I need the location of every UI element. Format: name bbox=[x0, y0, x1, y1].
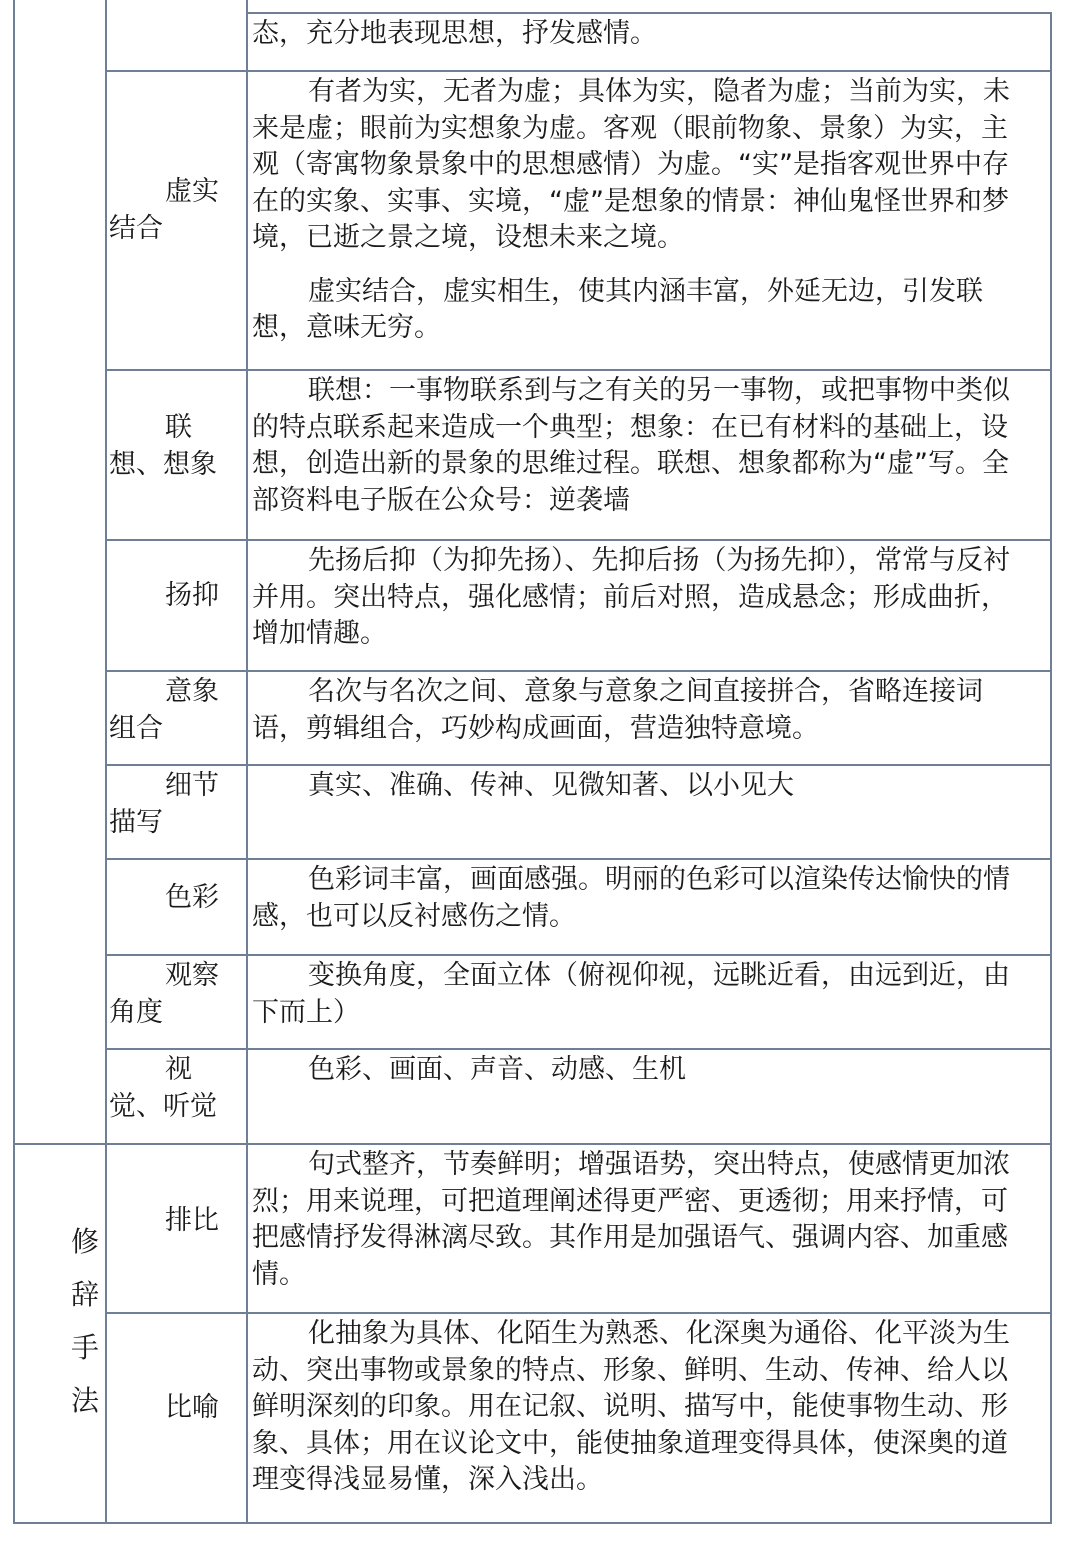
row-divider bbox=[105, 369, 1052, 371]
row-label bbox=[109, 1052, 244, 1125]
row-divider bbox=[105, 670, 1052, 672]
category-char: 手 bbox=[70, 1331, 99, 1364]
row-description bbox=[250, 1052, 1032, 1089]
category-label bbox=[60, 1215, 110, 1427]
category-char: 法 bbox=[70, 1384, 99, 1417]
row-divider bbox=[105, 70, 1052, 72]
row-description bbox=[250, 958, 1032, 1031]
technique-name: 虚实结合 bbox=[109, 176, 219, 244]
row-label bbox=[109, 880, 244, 917]
technique-name: 细节描写 bbox=[109, 770, 219, 838]
section-divider bbox=[13, 1143, 1052, 1145]
row-description bbox=[250, 768, 1032, 805]
description-paragraph: 先扬后抑（为抑先扬）、先抑后扬（为扬先抑），常常与反衬并用。突出特点，强化感情；前后对照，造成悬念；形成曲折，增加情趣。 bbox=[252, 545, 1010, 649]
description-paragraph: 有者为实，无者为虚；具体为实，隐者为虚；当前为实，未来是虚；眼前为实想象为虚。客观（眼前物象、景象）为实，主观（寄寓物象景象中的思想感情）为虚。“实”是指客观世界中存在的实象、实事、实境，“虚”是想象的情景：神仙鬼怪世界和梦境，已逝之景之境，设想未来之境。 bbox=[252, 76, 1010, 253]
row-description bbox=[250, 16, 1032, 53]
description-paragraph: 虚实结合，虚实相生，使其内涵丰富，外延无边，引发联想，意味无穷。 bbox=[252, 275, 983, 343]
row-label bbox=[109, 1203, 244, 1240]
technique-name: 比喻 bbox=[165, 1392, 219, 1423]
row-label bbox=[109, 1390, 244, 1427]
technique-name: 色彩 bbox=[165, 882, 219, 913]
description-paragraph: 真实、准确、传神、见微知著、以小见大 bbox=[308, 770, 794, 801]
category-char: 辞 bbox=[70, 1278, 99, 1311]
table-border-left bbox=[13, 0, 15, 1524]
row-divider bbox=[105, 1312, 1052, 1314]
description-paragraph: 色彩、画面、声音、动感、生机 bbox=[308, 1054, 686, 1085]
row-divider bbox=[105, 539, 1052, 541]
description-paragraph: 色彩词丰富，画面感强。明丽的色彩可以渲染传达愉快的情感，也可以反衬感伤之情。 bbox=[252, 864, 1010, 932]
row-description bbox=[250, 74, 1032, 347]
description-paragraph: 态，充分地表现思想，抒发感情。 bbox=[252, 18, 657, 49]
row-label bbox=[109, 768, 244, 841]
description-paragraph: 句式整齐，节奏鲜明；增强语势，突出特点，使感情更加浓烈；用来说理，可把道理阐述得更严密、更透彻；用来抒情，可把感情抒发得淋漓尽致。其作用是加强语气、强调内容、加重感情。 bbox=[252, 1149, 1010, 1290]
category-char: 修 bbox=[70, 1225, 99, 1258]
technique-name: 观察角度 bbox=[109, 960, 219, 1028]
technique-name: 意象组合 bbox=[109, 676, 219, 744]
description-paragraph: 化抽象为具体、化陌生为熟悉、化深奥为通俗、化平淡为生动、突出事物或景象的特点、形象、鲜明、生动、传神、给人以鲜明深刻的印象。用在记叙、说明、描写中，能使事物生动、形象、具体；用在议论文中，能使抽象道理变得具体，使深奥的道理变得浅显易懂，深入浅出。 bbox=[252, 1318, 1010, 1495]
technique-name: 排比 bbox=[165, 1205, 219, 1236]
row-description bbox=[250, 674, 1032, 747]
row-label bbox=[109, 674, 244, 747]
row-description bbox=[250, 1316, 1032, 1499]
row-description bbox=[250, 862, 1032, 935]
row-label bbox=[109, 410, 244, 483]
description-paragraph: 联想：一事物联系到与之有关的另一事物，或把事物中类似的特点联系起来造成一个典型；想象：在已有材料的基础上，设想，创造出新的景象的思维过程。联想、想象都称为“虚”写。全部资料电子版在公众号：逆袭墙 bbox=[252, 375, 1010, 516]
column-divider-2 bbox=[246, 0, 248, 1524]
technique-name: 联想、想象 bbox=[109, 412, 217, 480]
technique-name: 扬抑 bbox=[165, 580, 219, 611]
row-divider bbox=[246, 12, 1052, 14]
row-description bbox=[250, 373, 1032, 519]
row-description bbox=[250, 543, 1032, 653]
row-divider bbox=[105, 954, 1052, 956]
row-divider bbox=[105, 858, 1052, 860]
row-label bbox=[109, 578, 244, 615]
description-paragraph: 变换角度，全面立体（俯视仰视，远眺近看，由远到近，由下而上） bbox=[252, 960, 1010, 1028]
technique-name: 视觉、听觉 bbox=[109, 1054, 217, 1122]
table-border-bottom bbox=[13, 1522, 1052, 1524]
row-divider bbox=[105, 1048, 1052, 1050]
row-divider bbox=[105, 764, 1052, 766]
table-border-right bbox=[1050, 12, 1052, 1524]
row-description bbox=[250, 1147, 1032, 1293]
row-label bbox=[109, 174, 244, 247]
row-label bbox=[109, 958, 244, 1031]
description-paragraph: 名次与名次之间、意象与意象之间直接拼合，省略连接词语，剪辑组合，巧妙构成画面，营造独特意境。 bbox=[252, 676, 983, 744]
